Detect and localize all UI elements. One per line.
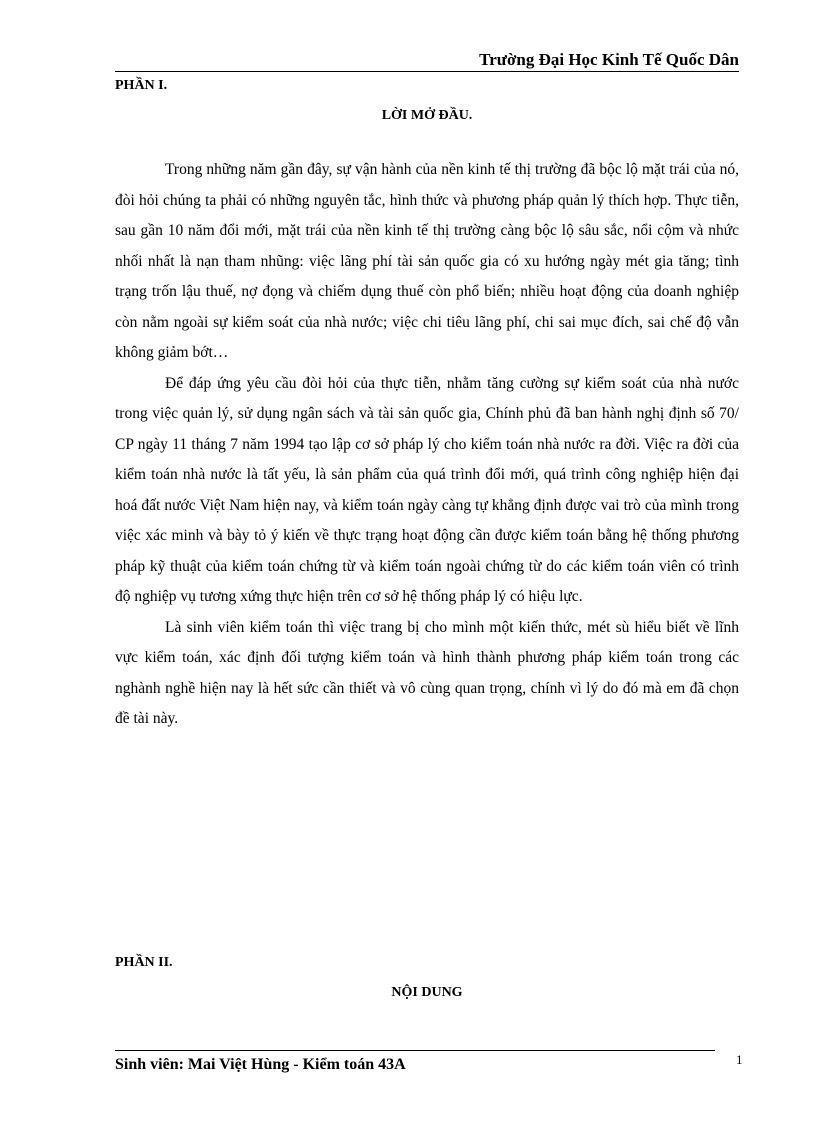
- part2-title: NỘI DUNG: [391, 985, 463, 1000]
- footer-student: Sinh viên: Mai Việt Hùng - Kiểm toán 43A: [115, 1056, 406, 1073]
- header-divider: [115, 71, 739, 72]
- header-institution: Trường Đại Học Kinh Tế Quốc Dân: [479, 50, 739, 69]
- footer-divider: [115, 1050, 715, 1051]
- part2-label: PHẦN II.: [115, 955, 173, 970]
- paragraph-3: Là sinh viên kiểm toán thì việc trang bị cho mình một kiến thức, mét sù hiểu biết về lĩnh vực kiểm toán, xác định đối tượng kiểm toán và hình thành phương pháp kiểm toán trong các nghành nghề hiện nay là hết sức cần thiết và vô cùng quan trọng, chính vì lý do đó mà em đã chọn đề tài này.: [115, 618, 739, 727]
- part1-label: PHẦN I.: [115, 78, 168, 93]
- body-text: [115, 155, 739, 735]
- paragraph-1: Trong những năm gần đây, sự vận hành của nền kinh tế thị trường đã bộc lộ mặt trái của nó, đòi hỏi chúng ta phải có những nguyên tắc, hình thức và phương pháp quản lý thích hợp. Thực tiễn, sau gần 10 năm đổi mới, mặt trái của nền kinh tế thị trường càng bộc lộ sâu sắc, nổi cộm và nhức nhối nhất là nạn tham nhũng: việc lãng phí tài sản quốc gia có xu hướng ngày mét gia tăng; tình trạng trốn lậu thuế, nợ đọng và chiếm dụng thuế còn phổ biến; nhiều hoạt động của doanh nghiệp còn nằm ngoài sự kiểm soát của nhà nước; việc chi tiêu lãng phí, chi sai mục đích, sai chế độ vẫn không giảm bớt…: [115, 161, 739, 361]
- part1-title: LỜI MỞ ĐẦU.: [381, 108, 473, 123]
- page-number: 1: [736, 1052, 743, 1067]
- paragraph-2: Để đáp ứng yêu cầu đòi hỏi của thực tiễn, nhằm tăng cường sự kiểm soát của nhà nước trong việc quản lý, sử dụng ngân sách và tài sản quốc gia, Chính phủ đã ban hành nghị định số 70/ CP ngày 11 tháng 7 năm 1994 tạo lập cơ sở pháp lý cho kiểm toán nhà nước ra đời. Việc ra đời của kiểm toán nhà nước là tất yếu, là sản phẩm của quá trình đổi mới, quá trình công nghiệp hiện đại hoá đất nước Việt Nam hiện nay, và kiểm toán ngày càng tự khẳng định được vai trò của mình trong việc xác minh và bày tỏ ý kiến về thực trạng hoạt động cần được kiểm toán bằng hệ thống phương pháp kỹ thuật của kiểm toán chứng từ và kiểm toán ngoài chứng từ do các kiểm toán viên có trình độ nghiệp vụ tương xứng thực hiện trên cơ sở hệ thống pháp lý có hiệu lực.: [115, 374, 739, 605]
